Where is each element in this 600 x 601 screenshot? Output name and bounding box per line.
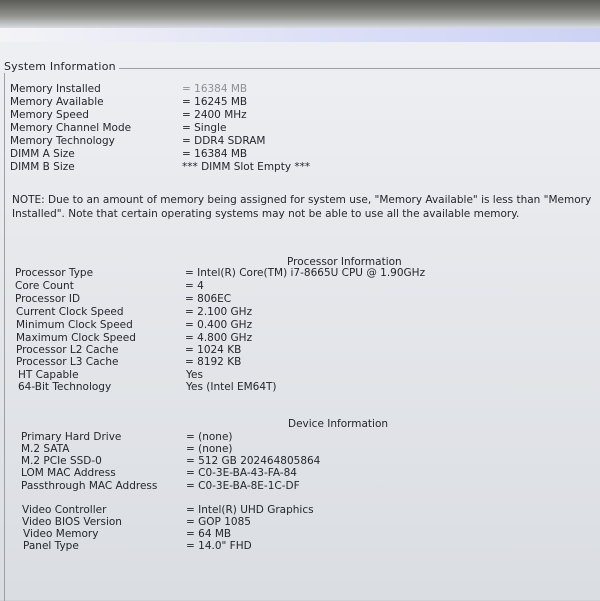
row-label: LOM MAC Address <box>21 467 116 479</box>
row-value: = GOP 1085 <box>186 516 251 528</box>
memory-note: NOTE: Due to an amount of memory being assigned for system use, "Memory Available" is less than "Memory Installed". Note that certain operating systems may not be able to use all the available memory. <box>12 194 592 220</box>
monitor-bezel <box>0 0 600 28</box>
row-value: = (none) <box>186 431 233 443</box>
row-label: Processor Type <box>15 267 94 279</box>
row-label: M.2 SATA <box>21 443 70 455</box>
row-label: M.2 PCIe SSD-0 <box>21 455 102 467</box>
row-label: Primary Hard Drive <box>21 431 122 443</box>
row-value: = DDR4 SDRAM <box>182 135 266 147</box>
row-value: = 1024 KB <box>185 344 242 356</box>
row-value: Yes <box>186 369 203 381</box>
row-value: = 8192 KB <box>185 356 242 368</box>
row-label: Memory Technology <box>10 135 115 147</box>
row-label: Video Memory <box>23 528 99 540</box>
row-value: Yes (Intel EM64T) <box>186 381 277 393</box>
group-title: System Information <box>4 60 119 73</box>
row-value: = 16384 MB <box>182 148 248 160</box>
row-label: Processor L2 Cache <box>16 344 119 356</box>
row-value: *** DIMM Slot Empty *** <box>182 161 311 173</box>
row-label: DIMM B Size <box>10 161 75 173</box>
row-label: Core Count <box>15 280 74 292</box>
row-label: Minimum Clock Speed <box>16 319 133 331</box>
row-value: = 4 <box>185 280 204 292</box>
row-value: = C0-3E-BA-8E-1C-DF <box>186 480 300 492</box>
row-label: Video BIOS Version <box>22 516 122 528</box>
device-section-title: Device Information <box>288 418 389 430</box>
row-label: Memory Available <box>10 96 104 108</box>
row-label: Panel Type <box>23 540 79 552</box>
row-value: = (none) <box>186 443 233 455</box>
row-value: = Intel(R) Core(TM) i7-8665U CPU @ 1.90GHz <box>185 267 426 279</box>
row-value: = 512 GB 202464805864 <box>186 455 321 467</box>
row-label: 64-Bit Technology <box>18 381 112 393</box>
row-label: Memory Channel Mode <box>10 122 132 134</box>
row-label: DIMM A Size <box>10 148 75 160</box>
row-value: = 0.400 GHz <box>185 319 253 331</box>
title-bar <box>0 28 600 42</box>
row-value: = Intel(R) UHD Graphics <box>186 504 314 516</box>
row-value: = 2400 MHz <box>182 109 247 121</box>
row-label: HT Capable <box>18 369 79 381</box>
row-label: Current Clock Speed <box>16 306 124 318</box>
row-label: Passthrough MAC Address <box>21 480 158 492</box>
row-label: Memory Installed <box>10 83 101 95</box>
row-value: = 16384 MB <box>182 83 248 95</box>
row-value: = 2.100 GHz <box>185 306 253 318</box>
row-label: Processor ID <box>15 293 81 305</box>
row-value: = 64 MB <box>186 528 232 540</box>
row-value: = C0-3E-BA-43-FA-84 <box>186 467 297 479</box>
row-value: = Single <box>182 122 227 134</box>
row-value: = 16245 MB <box>182 96 248 108</box>
processor-section-title: Processor Information <box>287 256 402 268</box>
row-label: Video Controller <box>22 504 107 516</box>
row-value: = 4.800 GHz <box>185 332 253 344</box>
row-label: Maximum Clock Speed <box>16 332 136 344</box>
row-value: = 806EC <box>185 293 232 305</box>
row-label: Processor L3 Cache <box>16 356 119 368</box>
row-value: = 14.0" FHD <box>186 540 252 552</box>
row-label: Memory Speed <box>10 109 89 121</box>
